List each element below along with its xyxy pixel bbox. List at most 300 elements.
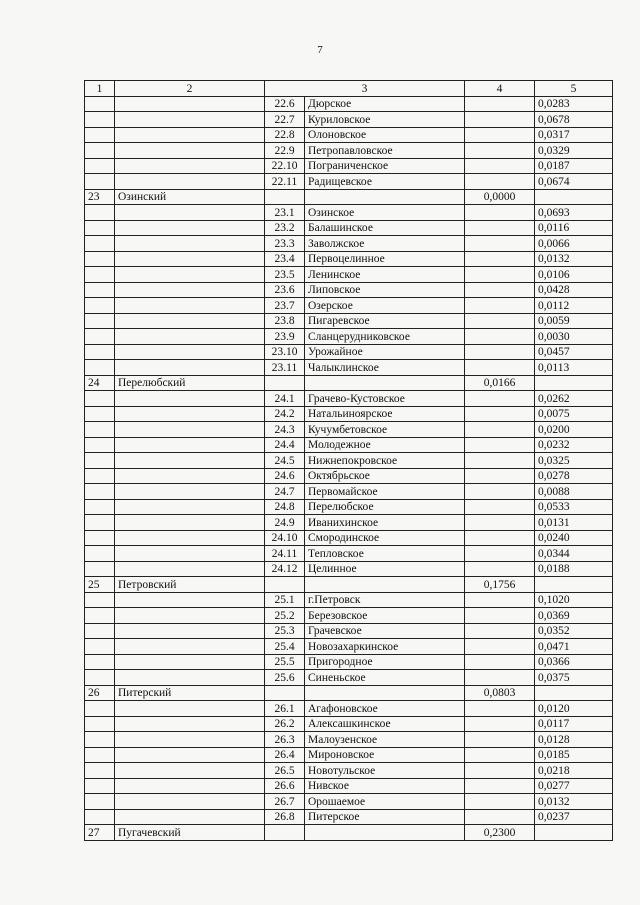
settlement-name: Сланцерудниковское [305,329,465,345]
empty-cell [115,453,265,469]
settlement-name: Озинское [305,205,465,221]
empty-cell [115,716,265,732]
empty-cell [465,778,535,794]
settlement-code: 23.9 [265,329,305,345]
empty-cell [85,747,115,763]
empty-cell [535,189,613,205]
empty-cell [465,453,535,469]
empty-cell [115,561,265,577]
settlement-row [85,654,613,670]
settlement-code: 22.10 [265,158,305,174]
settlement-row [85,732,613,748]
settlement-value: 0,0113 [535,360,613,376]
settlement-name: Тепловское [305,546,465,562]
empty-cell [85,236,115,252]
settlement-code: 24.6 [265,468,305,484]
settlement-value: 0,0232 [535,437,613,453]
empty-cell [115,701,265,717]
settlement-name: Заволжское [305,236,465,252]
empty-cell [115,809,265,825]
settlement-code: 26.3 [265,732,305,748]
empty-cell [115,112,265,128]
settlement-value: 0,0112 [535,298,613,314]
settlement-value: 0,0131 [535,515,613,531]
empty-cell [115,437,265,453]
settlement-row [85,809,613,825]
empty-cell [465,747,535,763]
settlement-row [85,127,613,143]
settlement-value: 0,0278 [535,468,613,484]
settlement-row [85,515,613,531]
settlement-row [85,251,613,267]
settlement-name: Пригородное [305,654,465,670]
district-row [85,577,613,593]
district-number: 23 [85,189,115,205]
settlement-value: 0,0218 [535,763,613,779]
empty-cell [85,143,115,159]
empty-cell [85,344,115,360]
settlement-row [85,778,613,794]
settlement-name: Балашинское [305,220,465,236]
empty-cell [465,236,535,252]
empty-cell [115,143,265,159]
empty-cell [115,732,265,748]
empty-cell [465,794,535,810]
empty-cell [465,608,535,624]
empty-cell [465,701,535,717]
settlement-code: 22.11 [265,174,305,190]
settlement-code: 26.8 [265,809,305,825]
settlement-code: 22.8 [265,127,305,143]
district-name: Петровский [115,577,265,593]
settlement-row [85,453,613,469]
empty-cell [85,639,115,655]
empty-cell [115,360,265,376]
settlement-name: Ленинское [305,267,465,283]
empty-cell [535,577,613,593]
settlement-code: 23.4 [265,251,305,267]
empty-cell [465,174,535,190]
page-number: 7 [317,44,323,56]
settlement-row [85,623,613,639]
settlement-row [85,360,613,376]
settlement-value: 0,0674 [535,174,613,190]
settlement-row [85,639,613,655]
settlement-value: 0,0030 [535,329,613,345]
empty-cell [305,825,465,841]
settlement-code: 23.1 [265,205,305,221]
settlement-name: Целинное [305,561,465,577]
empty-cell [85,158,115,174]
settlement-value: 0,0187 [535,158,613,174]
empty-cell [85,592,115,608]
empty-cell [115,763,265,779]
settlement-code: 26.5 [265,763,305,779]
empty-cell [465,267,535,283]
settlement-value: 0,0428 [535,282,613,298]
empty-cell [85,127,115,143]
district-name: Перелюбский [115,375,265,391]
settlement-name: Дюрское [305,96,465,112]
empty-cell [115,174,265,190]
empty-cell [85,794,115,810]
settlement-value: 0,0200 [535,422,613,438]
empty-cell [465,96,535,112]
empty-cell [115,530,265,546]
empty-cell [465,515,535,531]
settlement-value: 0,1020 [535,592,613,608]
settlement-name: Радищевское [305,174,465,190]
distribution-table [84,80,613,841]
empty-cell [85,561,115,577]
settlement-row [85,716,613,732]
district-value: 0,0166 [465,375,535,391]
empty-cell [85,809,115,825]
settlement-value: 0,0132 [535,251,613,267]
empty-cell [115,794,265,810]
settlement-row [85,313,613,329]
empty-cell [465,251,535,267]
empty-cell [465,127,535,143]
empty-cell [85,484,115,500]
empty-cell [465,158,535,174]
settlement-code: 22.7 [265,112,305,128]
empty-cell [85,298,115,314]
settlement-code: 24.9 [265,515,305,531]
settlement-row [85,530,613,546]
settlement-row [85,112,613,128]
settlement-value: 0,0693 [535,205,613,221]
empty-cell [85,701,115,717]
empty-cell [465,344,535,360]
settlement-value: 0,0117 [535,716,613,732]
settlement-name: Олоновское [305,127,465,143]
empty-cell [465,763,535,779]
settlement-code: 23.7 [265,298,305,314]
settlement-code: 23.2 [265,220,305,236]
settlement-value: 0,0366 [535,654,613,670]
settlement-code: 24.2 [265,406,305,422]
settlement-row [85,484,613,500]
header-col-3: 3 [265,81,465,97]
empty-cell [535,825,613,841]
settlement-value: 0,0352 [535,623,613,639]
empty-cell [85,406,115,422]
settlement-row [85,468,613,484]
settlement-row [85,499,613,515]
settlement-code: 26.1 [265,701,305,717]
empty-cell [305,189,465,205]
settlement-row [85,763,613,779]
settlement-code: 24.4 [265,437,305,453]
settlement-code: 24.3 [265,422,305,438]
settlement-code: 25.6 [265,670,305,686]
empty-cell [465,499,535,515]
empty-cell [465,205,535,221]
settlement-code: 25.2 [265,608,305,624]
settlement-name: Агафоновское [305,701,465,717]
settlement-name: Натальиноярское [305,406,465,422]
settlement-value: 0,0344 [535,546,613,562]
district-number: 26 [85,685,115,701]
empty-cell [85,422,115,438]
settlement-name: Смородинское [305,530,465,546]
settlement-value: 0,0277 [535,778,613,794]
empty-cell [465,298,535,314]
settlement-row [85,267,613,283]
settlement-name: Октябрьское [305,468,465,484]
settlement-value: 0,0317 [535,127,613,143]
settlement-name: Урожайное [305,344,465,360]
empty-cell [465,639,535,655]
settlement-name: Грачево-Кустовское [305,391,465,407]
settlement-code: 23.11 [265,360,305,376]
settlement-code: 23.3 [265,236,305,252]
empty-cell [535,685,613,701]
settlement-value: 0,0533 [535,499,613,515]
settlement-row [85,174,613,190]
settlement-code: 24.12 [265,561,305,577]
empty-cell [465,623,535,639]
empty-cell [465,484,535,500]
empty-cell [465,112,535,128]
settlement-value: 0,0120 [535,701,613,717]
settlement-name: Орошаемое [305,794,465,810]
settlement-row [85,546,613,562]
district-value: 0,0803 [465,685,535,701]
settlement-row [85,344,613,360]
empty-cell [115,639,265,655]
empty-cell [115,747,265,763]
empty-cell [465,670,535,686]
settlement-value: 0,0678 [535,112,613,128]
district-value: 0,0000 [465,189,535,205]
empty-cell [85,174,115,190]
empty-cell [85,313,115,329]
table-header-row [85,81,613,97]
settlement-row [85,670,613,686]
settlement-code: 24.1 [265,391,305,407]
settlement-row [85,592,613,608]
empty-cell [265,375,305,391]
empty-cell [115,623,265,639]
empty-cell [85,360,115,376]
header-col-5: 5 [535,81,613,97]
settlement-name: Новозахаркинское [305,639,465,655]
settlement-row [85,701,613,717]
empty-cell [465,530,535,546]
empty-cell [305,577,465,593]
empty-cell [85,499,115,515]
empty-cell [85,282,115,298]
settlement-row [85,96,613,112]
header-col-4: 4 [465,81,535,97]
empty-cell [465,406,535,422]
settlement-name: Питерское [305,809,465,825]
empty-cell [465,143,535,159]
district-name: Озинский [115,189,265,205]
empty-cell [115,220,265,236]
settlement-name: Пигаревское [305,313,465,329]
empty-cell [465,360,535,376]
settlement-row [85,422,613,438]
empty-cell [85,732,115,748]
empty-cell [465,561,535,577]
settlement-name: г.Петровск [305,592,465,608]
header-col-2: 2 [115,81,265,97]
district-row [85,685,613,701]
empty-cell [465,592,535,608]
settlement-value: 0,0106 [535,267,613,283]
district-row [85,825,613,841]
settlement-value: 0,0262 [535,391,613,407]
empty-cell [115,546,265,562]
settlement-row [85,391,613,407]
settlement-value: 0,0088 [535,484,613,500]
settlement-code: 24.11 [265,546,305,562]
empty-cell [115,96,265,112]
empty-cell [305,685,465,701]
district-number: 25 [85,577,115,593]
settlement-value: 0,0283 [535,96,613,112]
empty-cell [115,654,265,670]
settlement-code: 24.10 [265,530,305,546]
empty-cell [85,530,115,546]
settlement-name: Березовское [305,608,465,624]
settlement-name: Иванихинское [305,515,465,531]
settlement-code: 26.4 [265,747,305,763]
settlement-row [85,298,613,314]
empty-cell [85,251,115,267]
empty-cell [85,654,115,670]
empty-cell [465,654,535,670]
district-row [85,189,613,205]
empty-cell [265,825,305,841]
settlement-code: 25.5 [265,654,305,670]
settlement-row [85,608,613,624]
empty-cell [85,96,115,112]
settlement-code: 26.7 [265,794,305,810]
empty-cell [115,205,265,221]
settlement-name: Нижнепокровское [305,453,465,469]
empty-cell [85,329,115,345]
empty-cell [115,298,265,314]
empty-cell [85,267,115,283]
empty-cell [115,778,265,794]
district-row [85,375,613,391]
settlement-row [85,236,613,252]
empty-cell [115,468,265,484]
empty-cell [115,127,265,143]
settlement-value: 0,0457 [535,344,613,360]
empty-cell [465,546,535,562]
settlement-name: Мироновское [305,747,465,763]
empty-cell [115,422,265,438]
empty-cell [115,329,265,345]
empty-cell [85,468,115,484]
empty-cell [115,406,265,422]
settlement-value: 0,0132 [535,794,613,810]
settlement-name: Новотульское [305,763,465,779]
empty-cell [265,189,305,205]
settlement-value: 0,0471 [535,639,613,655]
empty-cell [465,422,535,438]
empty-cell [115,515,265,531]
settlement-value: 0,0128 [535,732,613,748]
settlement-name: Малоузенское [305,732,465,748]
settlement-row [85,158,613,174]
settlement-row [85,747,613,763]
settlement-row [85,143,613,159]
empty-cell [305,375,465,391]
settlement-row [85,220,613,236]
empty-cell [115,236,265,252]
settlement-row [85,437,613,453]
settlement-value: 0,0185 [535,747,613,763]
empty-cell [85,220,115,236]
empty-cell [115,313,265,329]
empty-cell [465,716,535,732]
settlement-code: 26.6 [265,778,305,794]
settlement-value: 0,0237 [535,809,613,825]
empty-cell [465,391,535,407]
settlement-value: 0,0059 [535,313,613,329]
settlement-name: Чалыклинское [305,360,465,376]
empty-cell [465,809,535,825]
settlement-row [85,561,613,577]
empty-cell [85,623,115,639]
settlement-value: 0,0240 [535,530,613,546]
settlement-code: 24.8 [265,499,305,515]
settlement-name: Молодежное [305,437,465,453]
empty-cell [115,267,265,283]
settlement-name: Перелюбское [305,499,465,515]
settlement-name: Кучумбетовское [305,422,465,438]
empty-cell [465,220,535,236]
empty-cell [85,515,115,531]
settlement-row [85,406,613,422]
settlement-row [85,205,613,221]
settlement-name: Липовское [305,282,465,298]
empty-cell [115,282,265,298]
settlement-row [85,329,613,345]
settlement-value: 0,0369 [535,608,613,624]
settlement-code: 23.6 [265,282,305,298]
settlement-code: 24.5 [265,453,305,469]
settlement-code: 22.6 [265,96,305,112]
empty-cell [85,112,115,128]
district-value: 0,1756 [465,577,535,593]
empty-cell [465,732,535,748]
settlement-name: Алексашкинское [305,716,465,732]
district-number: 27 [85,825,115,841]
settlement-name: Озерское [305,298,465,314]
settlement-row [85,794,613,810]
empty-cell [85,608,115,624]
empty-cell [85,546,115,562]
settlement-value: 0,0329 [535,143,613,159]
settlement-value: 0,0188 [535,561,613,577]
district-number: 24 [85,375,115,391]
settlement-code: 22.9 [265,143,305,159]
settlement-code: 26.2 [265,716,305,732]
settlement-value: 0,0066 [535,236,613,252]
settlement-value: 0,0325 [535,453,613,469]
empty-cell [115,670,265,686]
empty-cell [85,453,115,469]
district-name: Питерский [115,685,265,701]
empty-cell [115,158,265,174]
